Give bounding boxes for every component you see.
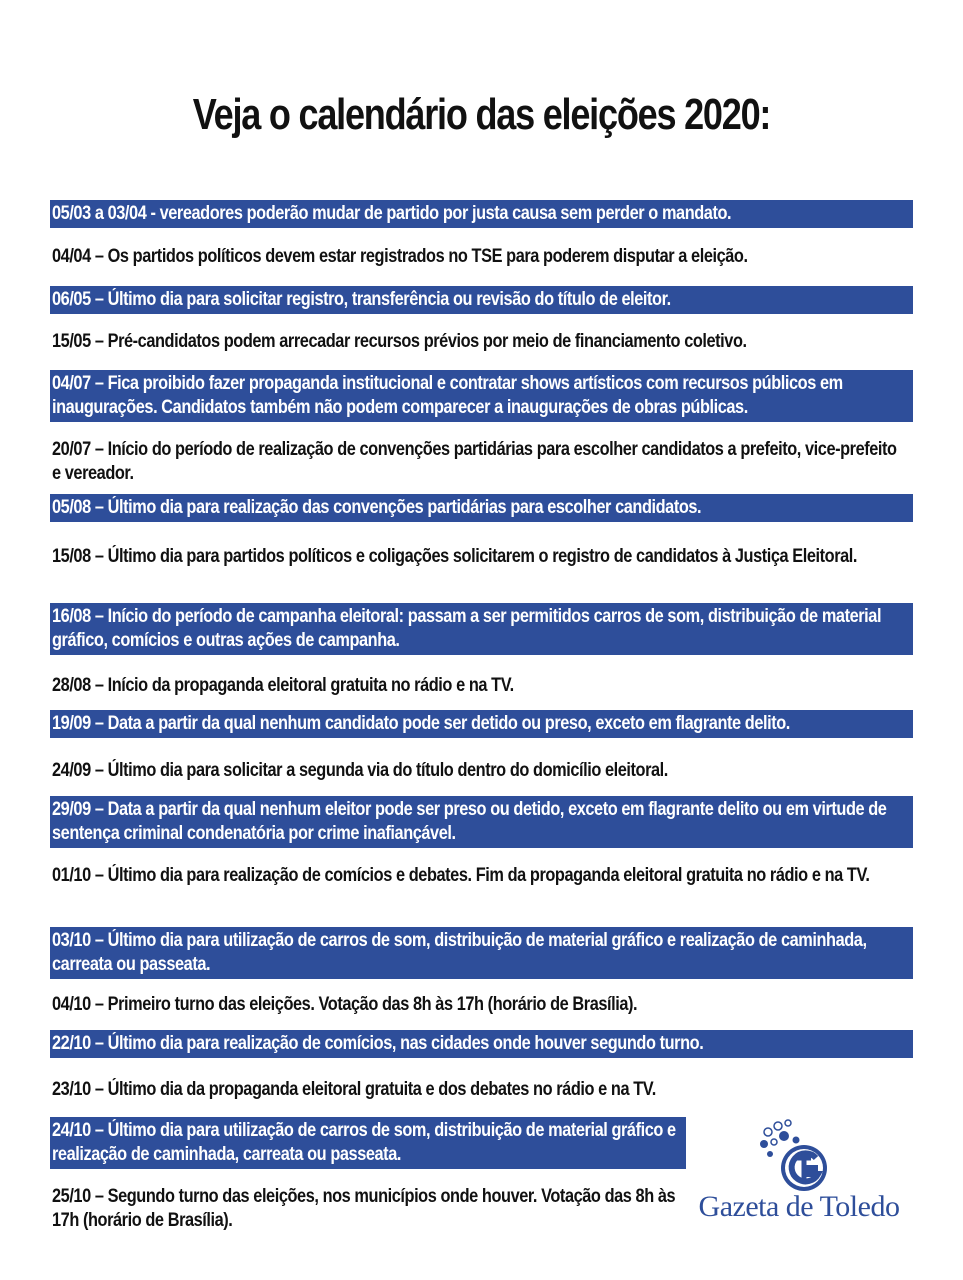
page-title: Veja o calendário das eleições 2020:	[192, 90, 771, 139]
gazeta-de-toledo-logo	[684, 1118, 914, 1228]
calendar-item-text: 04/07 – Fica proibido fazer propaganda institucional e contratar shows artísticos com recursos públicos em inaugurações. Candidatos também não podem comparecer a inaugurações de obras públicas.	[52, 373, 843, 418]
calendar-item-text: 20/07 – Início do período de realização de convenções partidárias para escolher candidatos a prefeito, vice-prefeito e vereador.	[52, 439, 897, 484]
calendar-item-text: 03/10 – Último dia para utilização de carros de som, distribuição de material gráfico e realização de caminhada, carreata ou passeata.	[52, 930, 867, 975]
calendar-item	[50, 328, 913, 356]
calendar-item	[50, 796, 913, 848]
calendar-item-text: 29/09 – Data a partir da qual nenhum eleitor pode ser preso ou detido, exceto em flagrante delito ou em virtude de sentença criminal condenatória por crime inafiançável.	[52, 799, 887, 844]
calendar-item-text: 15/08 – Último dia para partidos políticos e coligações solicitarem o registro de candidatos à Justiça Eleitoral.	[52, 546, 858, 567]
calendar-item-text: 24/09 – Último dia para solicitar a segunda via do título dentro do domicílio eleitoral.	[52, 760, 668, 781]
calendar-item	[50, 1076, 913, 1104]
logo-g-icon	[684, 1118, 914, 1198]
calendar-item-text: 16/08 – Início do período de campanha eleitoral: passam a ser permitidos carros de som, distribuição de material gráfico, comícios e outras ações de campanha.	[52, 606, 882, 651]
calendar-item	[50, 370, 913, 422]
calendar-item	[50, 991, 913, 1019]
calendar-item	[50, 436, 913, 488]
calendar-item	[50, 243, 913, 271]
calendar-item-text: 06/05 – Último dia para solicitar registro, transferência ou revisão do título de eleitor.	[52, 289, 671, 310]
calendar-item	[50, 1117, 686, 1169]
calendar-item-text: 19/09 – Data a partir da qual nenhum candidato pode ser detido ou preso, exceto em flagrante delito.	[52, 713, 790, 734]
calendar-item-text: 04/04 – Os partidos políticos devem estar registrados no TSE para poderem disputar a eleição.	[52, 246, 748, 267]
calendar-item	[50, 672, 913, 700]
calendar-item-text: 25/10 – Segundo turno das eleições, nos municípios onde houver. Votação das 8h às 17h (horário de Brasília).	[52, 1186, 676, 1231]
calendar-item-text: 05/03 a 03/04 - vereadores poderão mudar de partido por justa causa sem perder o mandato.	[52, 203, 732, 224]
calendar-item-text: 15/05 – Pré-candidatos podem arrecadar recursos prévios por meio de financiamento coletivo.	[52, 331, 747, 352]
calendar-item	[50, 200, 913, 228]
calendar-item	[50, 927, 913, 979]
calendar-item	[50, 757, 913, 785]
logo-text: Gazeta de Toledo	[698, 1190, 900, 1223]
calendar-item	[50, 543, 913, 571]
calendar-item-text: 01/10 – Último dia para realização de comícios e debates. Fim da propaganda eleitoral gratuita no rádio e na TV.	[52, 865, 870, 886]
calendar-item-text: 04/10 – Primeiro turno das eleições. Votação das 8h às 17h (horário de Brasília).	[52, 994, 638, 1015]
calendar-item	[50, 494, 913, 522]
calendar-item	[50, 1030, 913, 1058]
calendar-item	[50, 710, 913, 738]
calendar-item-text: 05/08 – Último dia para realização das convenções partidárias para escolher candidatos.	[52, 497, 702, 518]
calendar-item	[50, 286, 913, 314]
calendar-item-text: 23/10 – Último dia da propaganda eleitoral gratuita e dos debates no rádio e na TV.	[52, 1079, 656, 1100]
calendar-item-text: 28/08 – Início da propaganda eleitoral gratuita no rádio e na TV.	[52, 675, 514, 696]
calendar-item	[50, 603, 913, 655]
calendar-item	[50, 862, 913, 890]
calendar-item	[50, 1183, 686, 1235]
calendar-item-text: 22/10 – Último dia para realização de comícios, nas cidades onde houver segundo turno.	[52, 1033, 704, 1054]
calendar-item-text: 24/10 – Último dia para utilização de carros de som, distribuição de material gráfico e realização de caminhada, carreata ou passeata.	[52, 1120, 676, 1165]
